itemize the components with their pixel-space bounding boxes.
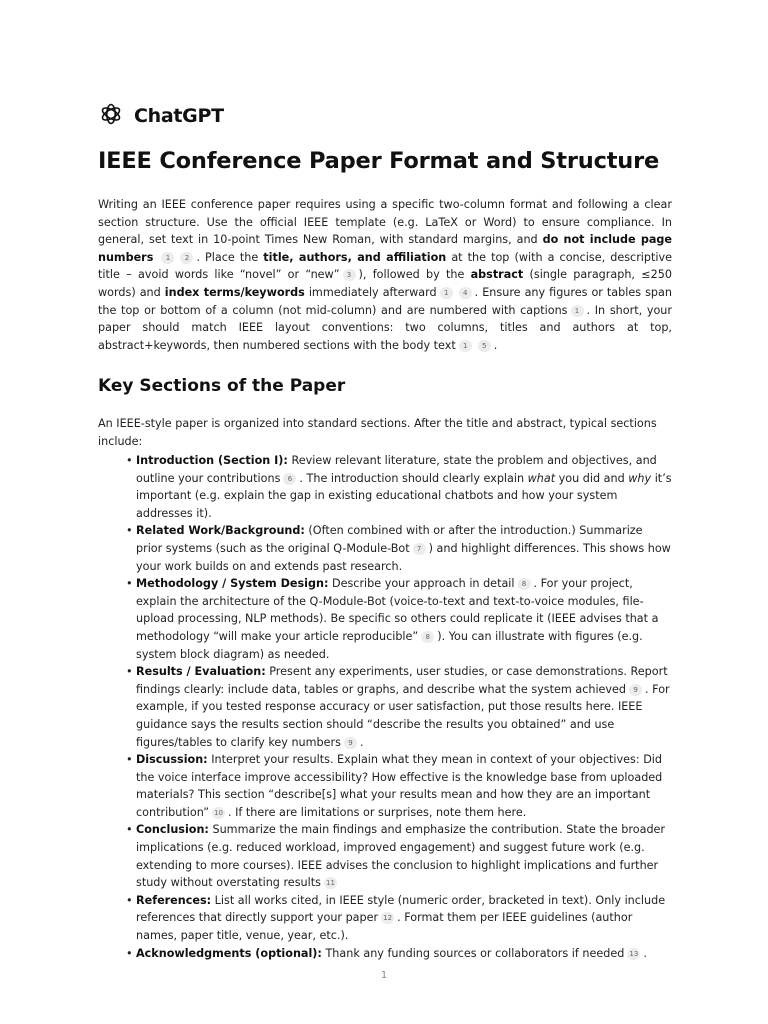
citation-badge[interactable]: 8 bbox=[421, 631, 434, 643]
bullet: • bbox=[126, 524, 133, 538]
bullet: • bbox=[126, 753, 133, 767]
intro-paragraph: Writing an IEEE conference paper requires using a specific two-column format and following a clear section structure. Use the official IEEE template (e.g. LaTeX or Word) to ensure compliance. In general, set text in 10-point Times New Roman, with standard margins, and do not include page numbers 1 2 . Place the title, authors, and affiliation at the top (with a concise, descriptive title – avoid words like “novel” or “new” 3 ), followed by the abstract (single paragraph, ≤250 words) and index terms/keywords immediately afterward 1 4 . Ensure any figures or tables span the top or bottom of a column (not mid-column) and are numbered with captions 1 . In short, your paper should match IEEE layout conventions: two columns, titles and authors at top, abstract+keywords, then numbered sections with the body text 1 5 . bbox=[98, 198, 673, 352]
citation-badge[interactable]: 1 bbox=[440, 287, 453, 299]
page-title: IEEE Conference Paper Format and Structure bbox=[98, 148, 660, 174]
list-item-acknowledgments: • Acknowledgments (optional): Thank any funding sources or collaborators if needed 13 . bbox=[126, 945, 672, 963]
citation-badge[interactable]: 8 bbox=[518, 578, 531, 590]
citation-badge[interactable]: 1 bbox=[571, 305, 584, 317]
citation-badge[interactable]: 6 bbox=[283, 473, 296, 485]
bullet: • bbox=[126, 946, 133, 960]
citation-badge[interactable]: 1 bbox=[459, 340, 472, 352]
bullet: • bbox=[126, 454, 133, 467]
bullet: • bbox=[126, 665, 133, 679]
bullet: • bbox=[126, 893, 133, 907]
list-item-related-work: • Related Work/Background: (Often combined with or after the introduction.) Summarize prior systems (such as the original Q-Module-Bot 7 ) and highlight differences. This shows how your work builds on and extends past research. bbox=[126, 524, 671, 573]
citation-badge[interactable]: 9 bbox=[629, 684, 642, 696]
list-item-methodology: • Methodology / System Design: Describe your approach in detail 8 . For your project, explain the architecture of the Q-Module-Bot (voice-to-text and text-to-voice modules, file-upload processing, NLP methods). Be specific so others could replicate it (IEEE advises that a methodology “will make your article reproducible” 8 ). You can illustrate with figures (e.g. system block diagram) as needed. bbox=[126, 577, 659, 661]
list-item-discussion: • Discussion: Interpret your results. Explain what they mean in context of your objectives: Did the voice interface improve accessibility? How effective is the knowledge base from uploaded materials? This section “describe[s] what your results mean and how they are an important contribution” 10 . If there are limitations or surprises, note them here. bbox=[126, 753, 663, 819]
section-lead: An IEEE-style paper is organized into standard sections. After the title and abstract, typical sections include: bbox=[98, 417, 657, 448]
citation-badge[interactable]: 5 bbox=[478, 340, 491, 352]
citation-badge[interactable]: 12 bbox=[381, 912, 394, 924]
openai-logo-icon bbox=[98, 101, 124, 131]
list-item-introduction: • Introduction (Section I): Review relevant literature, state the problem and objectives, and outline your contributions 6 . The introduction should clearly explain what you did and why it’s important (e.g. explain the gap in existing educational chatbots and how your system addresses it). bbox=[126, 454, 672, 520]
citation-badge[interactable]: 13 bbox=[627, 948, 640, 960]
citation-badge[interactable]: 9 bbox=[344, 737, 357, 749]
section-list bbox=[126, 452, 672, 962]
citation-badge[interactable]: 1 bbox=[161, 252, 174, 264]
citation-badge[interactable]: 10 bbox=[212, 807, 225, 819]
citation-badge[interactable]: 3 bbox=[343, 269, 356, 281]
citation-badge[interactable]: 11 bbox=[324, 877, 337, 889]
list-item-conclusion: • Conclusion: Summarize the main findings and emphasize the contribution. State the broader implications (e.g. reduced workload, improved engagement) and suggest future work (e.g. extending to more courses). IEEE advises the conclusion to highlight implications and further study without overstating results 11 bbox=[126, 823, 666, 890]
citation-badge[interactable]: 2 bbox=[180, 252, 193, 264]
citation-badge[interactable]: 4 bbox=[459, 287, 472, 299]
citation-badge[interactable]: 7 bbox=[413, 543, 426, 555]
bullet: • bbox=[126, 823, 133, 837]
bullet: • bbox=[126, 577, 133, 591]
brand-name: ChatGPT bbox=[134, 105, 224, 127]
brand-header bbox=[98, 101, 224, 131]
list-item-results: • Results / Evaluation: Present any experiments, user studies, or case demonstrations. Report findings clearly: include data, tables or graphs, and describe what the system achieved 9 . For example, if you tested response accuracy or user satisfaction, put those results here. IEEE guidance says the results section should “describe the results you obtained” and use figures/tables to clarify key numbers 9 . bbox=[126, 665, 670, 749]
section-heading: Key Sections of the Paper bbox=[98, 376, 346, 396]
page-number: 1 bbox=[380, 970, 388, 981]
list-item-references: • References: List all works cited, in IEEE style (numeric order, bracketed in text). Only include references that directly support your paper 12 . Format them per IEEE guidelines (author names, paper title, venue, year, etc.). bbox=[126, 893, 666, 943]
